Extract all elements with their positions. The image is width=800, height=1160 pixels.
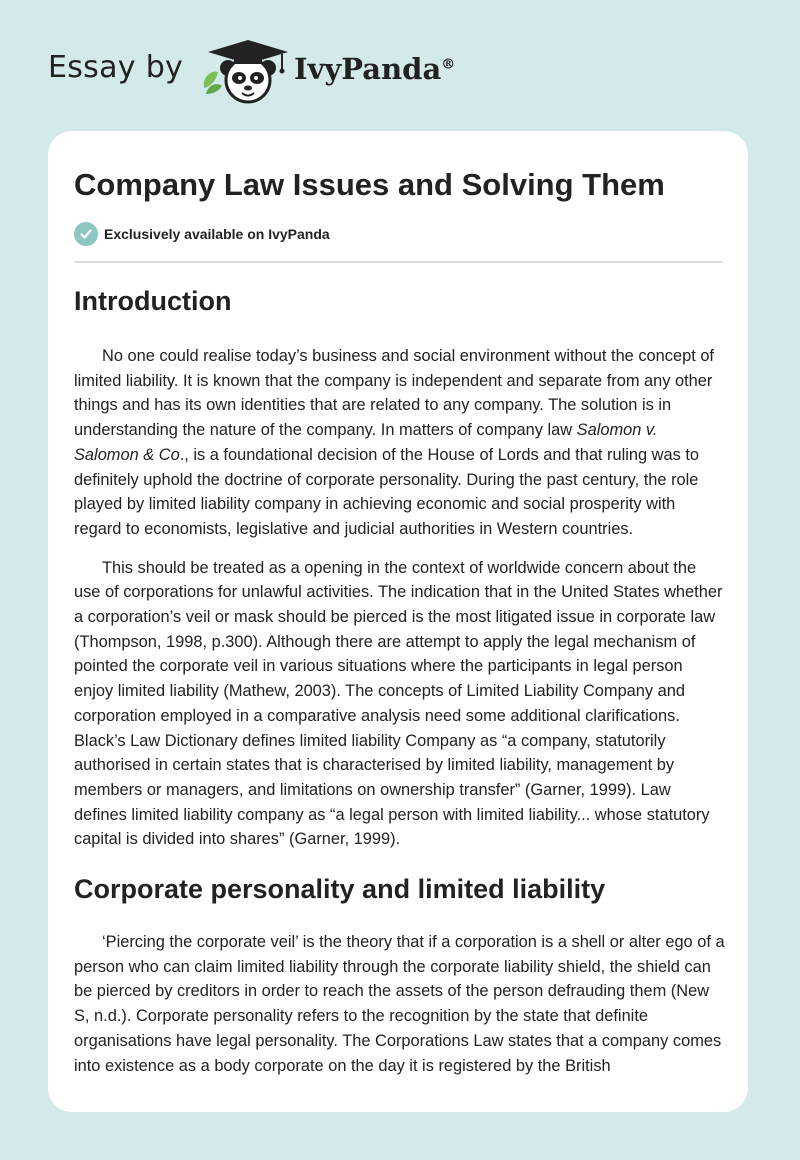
case-citation: Salomon v. Salomon & Co	[74, 421, 658, 464]
essay-body	[74, 284, 726, 1078]
registered-mark: ®	[441, 56, 456, 73]
paragraph: ‘Piercing the corporate veil’ is the theory that if a corporation is a shell or alter ego of a person who can claim limited liability through the corporate liability shield, the shield can be pierced by creditors in order to reach the assets of the person defrauding them (New S, n.d.). Corporate personality refers to the recognition by the state that definite organisations have legal personality. The Corporations Law states that a company comes into existence as a body corporate on the day it is registered by the British	[74, 933, 725, 1075]
paragraph: This should be treated as a opening in the context of worldwide concern about the use of corporations for unlawful activities. The indication that in the United States whether a corporation’s veil or mask should be pierced is the most litigated issue in corporate law (Thompson, 1998, p.300). Although there are attempt to apply the legal mechanism of pointed the corporate veil in various situations where the participants in legal person enjoy limited liability (Mathew, 2003). The concepts of Limited Liability Company and corporation employed in a comparative analysis need some additional clarifications. Black’s Law Dictionary defines limited liability Company as “a company, statutorily authorised in certain states that is characterised by limited liability, management by members or managers, and limitations on ownership transfer” (Garner, 1999). Law defines limited liability company as “a legal person with limited liability... whose statutory capital is divided into shares” (Garner, 1999).	[74, 558, 723, 849]
brand-name[interactable]: IvyPanda®	[294, 52, 456, 86]
exclusive-badge	[74, 222, 330, 246]
page-title: Company Law Issues and Solving Them	[74, 167, 665, 202]
panda-graduate-icon[interactable]	[200, 36, 292, 108]
paragraph: No one could realise today’s business and social environment without the concept of limited liability. It is known that the company is independent and separate from any other things and has its own identities that are related to any company. The solution is in understanding the nature of the company. In matters of company law Salomon v. Salomon & Co., is a foundational decision of the House of Lords and that ruling was to definitely uphold the doctrine of corporate personality. During the past century, the role played by limited liability company in achieving economic and social prosperity with regard to economists, legislative and judicial authorities in Western countries.	[74, 347, 714, 538]
section-heading-introduction: Introduction	[74, 286, 232, 316]
site-header	[0, 0, 800, 120]
section-heading-corporate-personality: Corporate personality and limited liability	[74, 874, 606, 905]
check-circle-icon	[74, 222, 98, 246]
divider	[74, 261, 723, 263]
badge-label: Exclusively available on IvyPanda	[104, 226, 330, 242]
essay-card	[48, 131, 748, 1112]
brand-prefix: Essay by	[48, 50, 184, 85]
